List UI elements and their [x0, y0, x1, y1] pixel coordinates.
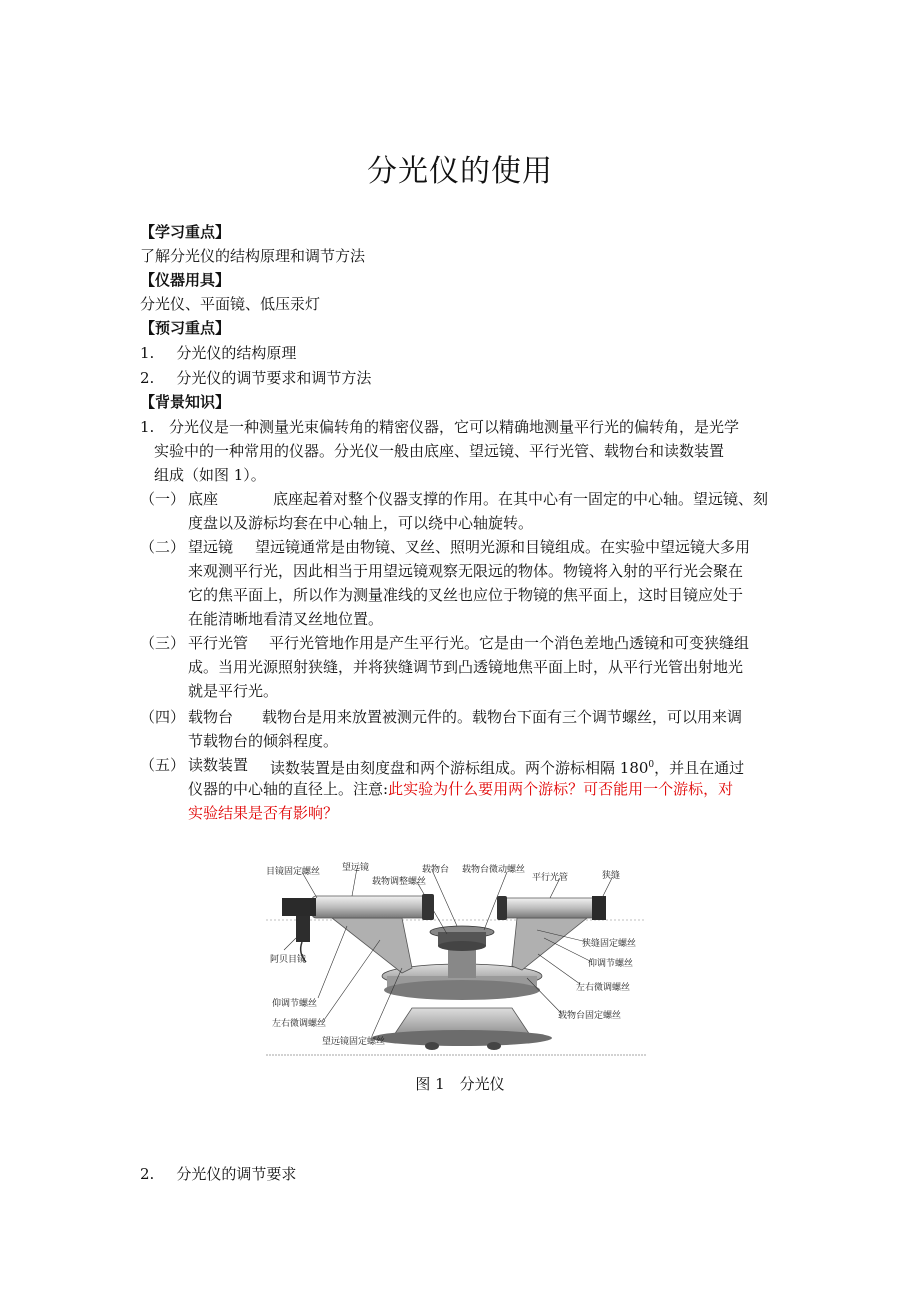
figure-label: 左右微调螺丝 [576, 983, 631, 993]
part5-line1-post: ，并且在通过 [654, 759, 745, 777]
section2-heading [140, 1162, 296, 1186]
section2-number: 2. [140, 1165, 155, 1183]
part5-line2-black: 仪器的中心轴的直径上。注意: [188, 780, 389, 798]
preview-item-number: 1. [140, 344, 155, 362]
part-line [188, 777, 733, 801]
part-line: 底座起着对整个仪器支撑的作用。在其中心有一固定的中心轴。望远镜、刻 [273, 490, 769, 508]
part-label: （一） [140, 490, 186, 508]
preview-item-number: 2. [140, 369, 155, 387]
figure-label: 平行光管 [532, 873, 569, 883]
part-label: （二） [140, 538, 186, 556]
part-line [270, 753, 744, 780]
preview-item [140, 366, 371, 390]
background-heading: 【背景知识】 [140, 393, 231, 411]
part-label: （四） [140, 708, 186, 726]
part-line: 在能清晰地看清叉丝地位置。 [188, 610, 384, 628]
question-text: 此实验为什么要用两个游标？可否能用一个游标，对 [388, 780, 734, 798]
figure-label: 载物台微动螺丝 [462, 865, 526, 875]
part-name: 平行光管 [188, 634, 249, 652]
part-line: 它的焦平面上，所以作为测量准线的叉丝也应位于物镜的焦平面上，这时目镜应处于 [188, 586, 744, 604]
part-line: 成。当用光源照射狭缝，并将狭缝调节到凸透镜地焦平面上时，从平行光管出射地光 [188, 658, 744, 676]
item1-line: 分光仪是一种测量光束偏转角的精密仪器，它可以精确地测量平行光的偏转角，是光学 [169, 418, 740, 436]
part-name: 载物台 [188, 708, 234, 726]
study-focus-heading: 【学习重点】 [140, 223, 231, 241]
part5-line1-pre: 读数装置是由刻度盘和两个游标组成。两个游标相隔 180 [270, 759, 649, 777]
preview-heading: 【预习重点】 [140, 319, 231, 337]
degree-superscript: 0 [648, 760, 655, 770]
part-line: 平行光管地作用是产生平行光。它是由一个消色差地凸透镜和可变狭缝组 [269, 634, 750, 652]
figure-label: 左右微调螺丝 [272, 1019, 327, 1029]
part-line: 就是平行光。 [188, 682, 279, 700]
item1-line: 实验中的一种常用的仪器。分光仪一般由底座、望远镜、平行光管、载物台和读数装置 [154, 442, 725, 460]
figure-label: 仰调节螺丝 [272, 999, 318, 1009]
preview-item-text: 分光仪的调节要求和调节方法 [176, 369, 372, 387]
spectrometer-figure [262, 858, 646, 1058]
part-line: 来观测平行光，因此相当于用望远镜观察无限远的物体。物镜将入射的平行光会聚在 [188, 562, 744, 580]
figure-label: 目镜固定螺丝 [266, 867, 321, 877]
page-title: 分光仪的使用 [367, 154, 553, 189]
figure-label: 载物台 [422, 865, 450, 875]
preview-item-text: 分光仪的结构原理 [176, 344, 297, 362]
part-line: 度盘以及游标均套在中心轴上，可以绕中心轴旋转。 [188, 514, 534, 532]
figure-label: 狭缝 [602, 871, 621, 881]
figure-label: 载物调整螺丝 [372, 877, 427, 887]
equipment-heading: 【仪器用具】 [140, 271, 231, 289]
section2-text: 分光仪的调节要求 [176, 1165, 297, 1183]
figure-label: 阿贝目镜 [270, 955, 307, 965]
part-line: 节载物台的倾斜程度。 [188, 732, 339, 750]
part-name: 底座 [188, 490, 219, 508]
preview-item [140, 341, 296, 365]
figure-label: 望远镜 [342, 863, 370, 873]
equipment-text: 分光仪、平面镜、低压汞灯 [140, 295, 321, 313]
figure-label: 仰调节螺丝 [588, 959, 634, 969]
part-line: 望远镜通常是由物镜、叉丝、照明光源和目镜组成。在实验中望远镜大多用 [255, 538, 751, 556]
item1-line: 组成（如图 1）。 [154, 466, 266, 484]
part-label: （三） [140, 634, 186, 652]
figure-label: 狭缝固定螺丝 [582, 939, 637, 949]
figure-caption: 图 1 分光仪 [415, 1075, 505, 1093]
item1-number: 1. [140, 418, 155, 436]
study-focus-text: 了解分光仪的结构原理和调节方法 [140, 247, 366, 265]
part-name: 读数装置 [188, 756, 249, 774]
part-label: （五） [140, 756, 186, 774]
question-text: 实验结果是否有影响？ [188, 804, 339, 822]
part-line: 载物台是用来放置被测元件的。载物台下面有三个调节螺丝，可以用来调 [262, 708, 743, 726]
figure-label: 望远镜固定螺丝 [322, 1037, 386, 1047]
figure-label: 载物台固定螺丝 [558, 1011, 622, 1021]
part-name: 望远镜 [188, 538, 234, 556]
